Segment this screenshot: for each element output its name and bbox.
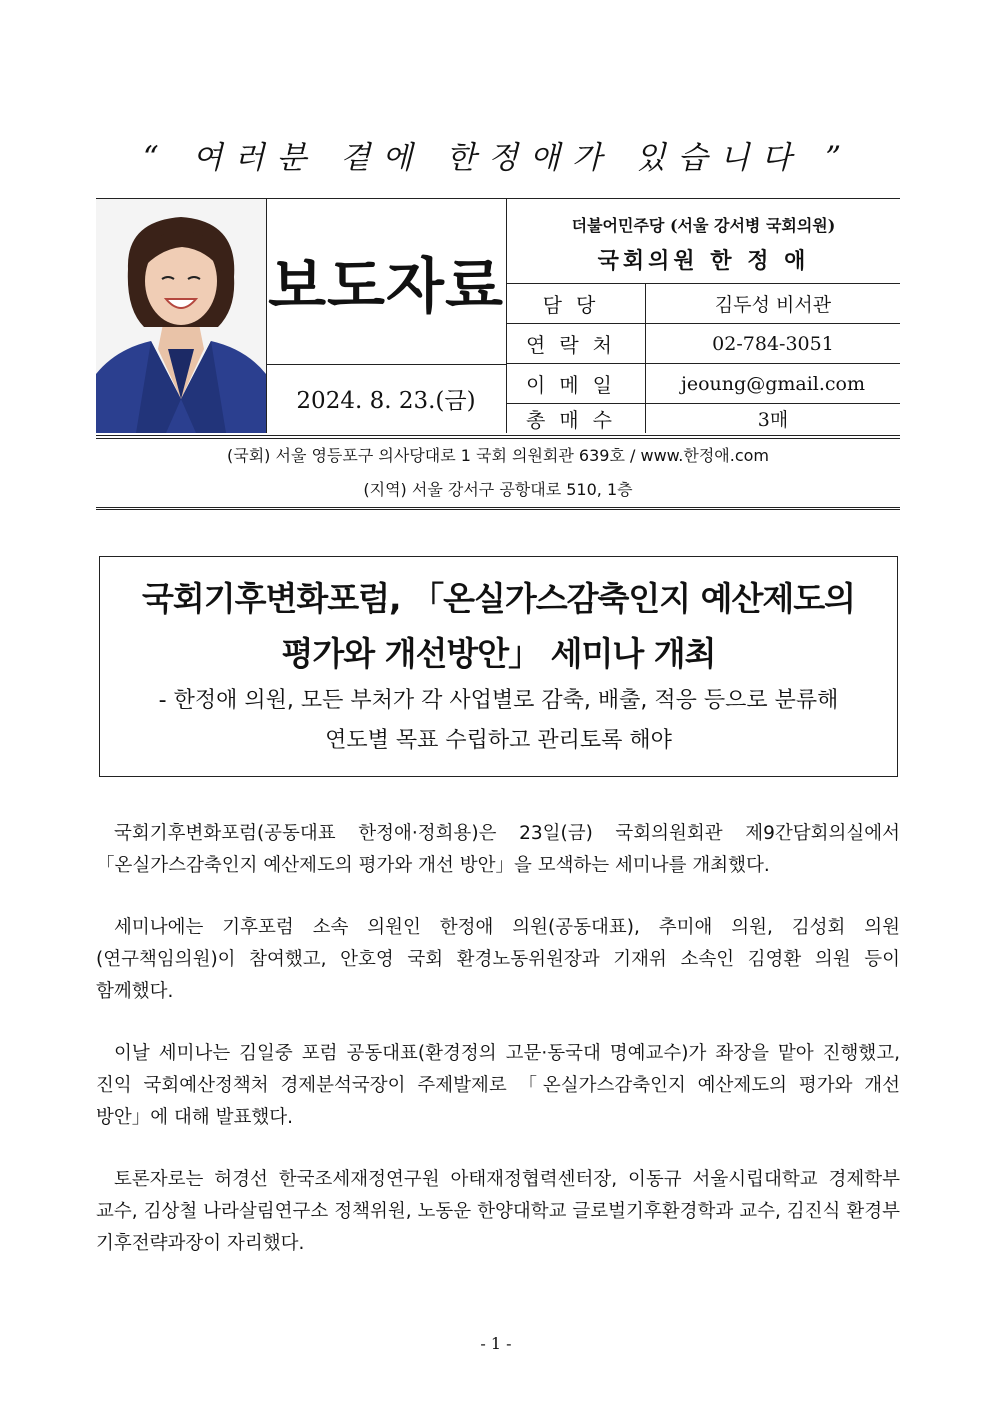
- document-title: 보도자료: [268, 251, 504, 322]
- party-name: 더불어민주당 (서울 강서병 국회의원): [571, 216, 836, 235]
- article-body: [96, 818, 900, 1290]
- headline-line-2: 평가와 개선방안」 세미나 개최: [281, 634, 716, 673]
- info-row-phone: [507, 324, 900, 364]
- info-label: 총매수: [507, 404, 646, 433]
- press-header: [96, 198, 900, 436]
- page-number: - 1 -: [480, 1334, 512, 1353]
- member-name: 국회의원 한 정 애: [597, 248, 810, 274]
- address-block: [96, 438, 900, 510]
- info-label: 이메일: [507, 364, 646, 403]
- info-label: 연락처: [507, 324, 646, 363]
- info-value[interactable]: jeoung@gmail.com: [680, 372, 865, 395]
- subheadline-line-2: 연도별 목표 수립하고 관리토록 해야: [325, 728, 672, 753]
- portrait-image: [96, 199, 266, 433]
- member-photo: [96, 199, 267, 433]
- headline-box: [99, 556, 898, 777]
- info-row-contact-person: [507, 284, 900, 324]
- local-address: (지역) 서울 강서구 공항대로 510, 1층: [363, 480, 633, 499]
- info-value: 02-784-3051: [712, 332, 834, 355]
- info-value: 김두성 비서관: [714, 294, 832, 316]
- info-row-pages: [507, 404, 900, 433]
- assembly-address: (국회) 서울 영등포구 의사당대로 1 국회 의원회관 639호 / www.한정애.com: [227, 446, 769, 465]
- info-row-email: [507, 364, 900, 404]
- info-value: 3매: [757, 409, 789, 431]
- slogan: “ 여러분 곁에 한정애가 있습니다 ”: [142, 140, 854, 176]
- headline-line-1: 국회기후변화포럼, 「온실가스감축인지 예산제도의: [142, 579, 855, 618]
- party-cell: [507, 199, 900, 284]
- paragraph: 국회기후변화포럼(공동대표 한정애·정희용)은 23일(금) 국회의원회관 제9간담회의실에서 「온실가스감축인지 예산제도의 평가와 개선 방안」을 모색하는 세미나를 개최했다.: [96, 823, 900, 876]
- paragraph: 이날 세미나는 김일중 포럼 공동대표(환경정의 고문·동국대 명예교수)가 좌장을 맡아 진행했고, 진익 국회예산정책처 경제분석국장이 주제발제로 「온실가스감축인지 예산제도의 평가와 개선 방안」에 대해 발표했다.: [96, 1043, 900, 1128]
- paragraph: 세미나에는 기후포럼 소속 의원인 한정애 의원(공동대표), 추미애 의원, 김성회 의원(연구책임의원)이 참여했고, 안호영 국회 환경노동위원장과 기재위 소속인 김영환 의원 등이 함께했다.: [96, 917, 900, 1002]
- title-cell: [266, 199, 507, 365]
- release-date: 2024. 8. 23.(금): [266, 364, 507, 433]
- paragraph: 토론자로는 허경선 한국조세재정연구원 아태재정협력센터장, 이동규 서울시립대학교 경제학부 교수, 김상철 나라살림연구소 정책위원, 노동운 한양대학교 글로벌기후환경학과 교수, 김진식 환경부 기후전략과장이 자리했다.: [96, 1169, 900, 1254]
- subheadline-line-1: - 한정애 의원, 모든 부처가 각 사업별로 감축, 배출, 적응 등으로 분류해: [158, 688, 839, 713]
- info-label: 담당: [507, 284, 646, 323]
